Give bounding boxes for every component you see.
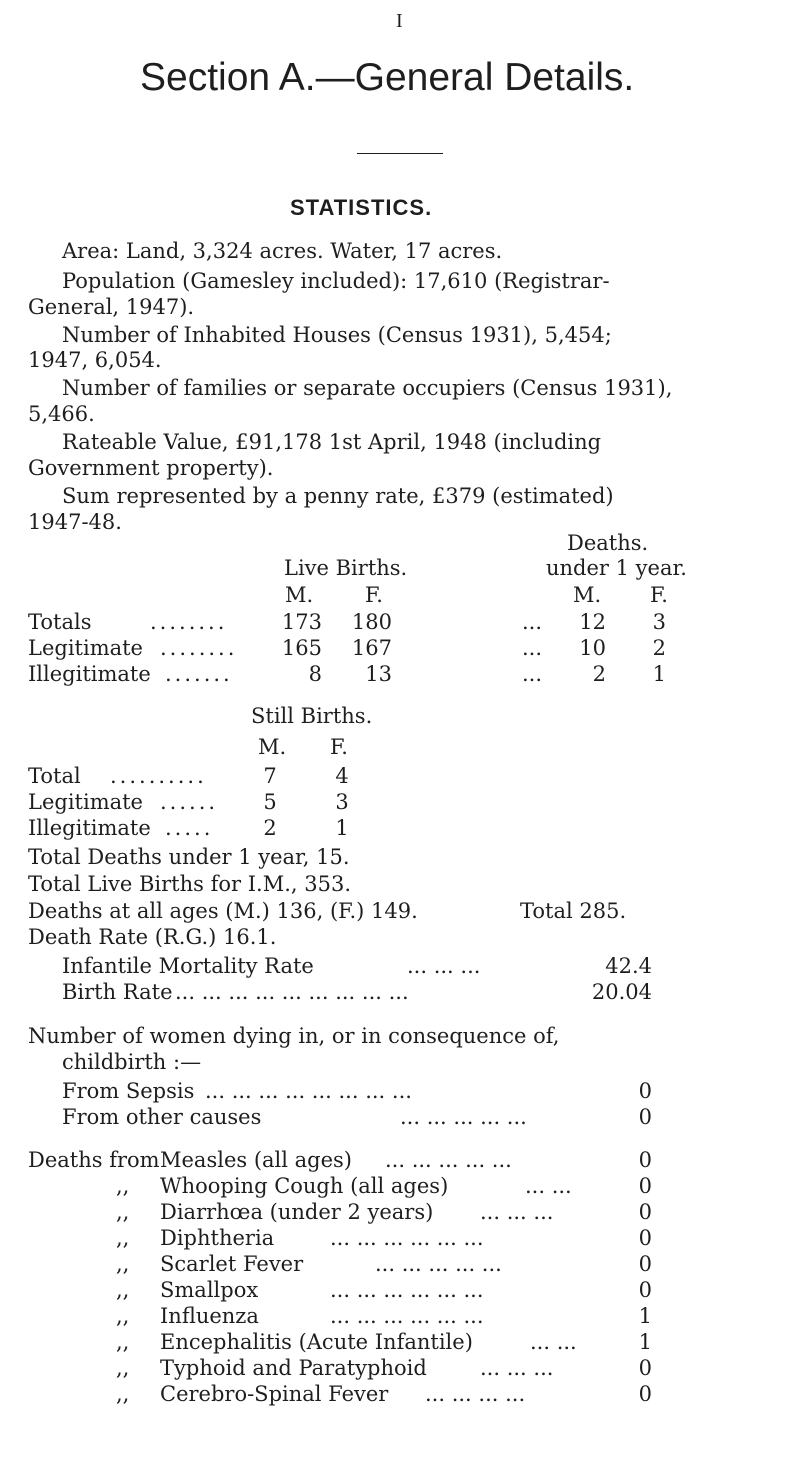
deaths-label-cerebro-spinal: Cerebro-Spinal Fever	[160, 1382, 389, 1406]
legitimate-live-f: 167	[351, 636, 392, 660]
childbirth-value-sepsis: 0	[638, 1079, 652, 1103]
still-col-f: F.	[330, 735, 348, 759]
leader-dots: ... ... ... ... ...	[385, 1148, 512, 1172]
rate-label-infantile: Infantile Mortality Rate	[62, 954, 314, 978]
totals-death-f: 3	[652, 610, 666, 634]
leader-dots: ... ... ... ... ... ...	[330, 1226, 484, 1250]
childbirth-label-other: From other causes	[62, 1105, 262, 1129]
deaths-value-influenza: 1	[638, 1304, 652, 1328]
illegitimate-death-f: 1	[652, 662, 666, 686]
still-legitimate-f: 3	[335, 790, 349, 814]
deaths-from-prefix: Deaths from	[28, 1148, 160, 1172]
legitimate-death-f: 2	[652, 636, 666, 660]
leader-dots: .....	[165, 816, 214, 840]
deaths-value-cerebro-spinal: 0	[638, 1382, 652, 1406]
still-births-heading: Still Births.	[251, 704, 373, 728]
rateable-line-1: Rateable Value, £91,178 1st April, 1948 (including	[62, 430, 602, 454]
leader-dots: ...	[522, 662, 543, 686]
leader-dots: ... ... ... ... ... ...	[330, 1278, 484, 1302]
row-label-totals: Totals	[28, 610, 92, 634]
col-death-f: F.	[650, 583, 668, 607]
deaths-value-measles: 0	[638, 1148, 652, 1172]
leader-dots: ...	[522, 636, 543, 660]
ditto-mark: ,,	[116, 1226, 130, 1250]
leader-dots: ... ... ... ... ...	[375, 1252, 502, 1276]
page-title: Section A.—General Details.	[140, 56, 635, 99]
ditto-mark: ,,	[116, 1252, 130, 1276]
childbirth-label-sepsis: From Sepsis	[62, 1079, 195, 1103]
deaths-heading: Deaths.	[567, 531, 649, 555]
totals-live-m: 173	[281, 610, 322, 634]
still-total-m: 7	[263, 764, 277, 788]
houses-line-2: 1947, 6,054.	[28, 348, 162, 372]
leader-dots: ..........	[110, 764, 207, 788]
ditto-mark: ,,	[116, 1174, 130, 1198]
deaths-label-influenza: Influenza	[160, 1304, 259, 1328]
deaths-label-smallpox: Smallpox	[160, 1278, 259, 1302]
ditto-mark: ,,	[116, 1200, 130, 1224]
legitimate-death-m: 10	[579, 636, 606, 660]
leader-dots: ...	[522, 610, 543, 634]
leader-dots: ... ... ...	[480, 1356, 554, 1380]
still-row-label-legitimate: Legitimate	[28, 790, 143, 814]
deaths-under-1-heading: under 1 year.	[546, 556, 687, 580]
still-row-label-total: Total	[28, 764, 81, 788]
leader-dots: ... ... ...	[407, 954, 481, 978]
penny-line-2: 1947-48.	[28, 510, 122, 534]
col-live-m: M.	[285, 583, 314, 607]
illegitimate-death-m: 2	[592, 662, 606, 686]
leader-dots: ......	[160, 790, 219, 814]
leader-dots: .......	[165, 662, 233, 686]
deaths-label-scarlet-fever: Scarlet Fever	[160, 1252, 304, 1276]
leader-dots: ... ...	[530, 1330, 577, 1354]
deaths-value-smallpox: 0	[638, 1278, 652, 1302]
totals-death-m: 12	[579, 610, 606, 634]
row-label-legitimate: Legitimate	[28, 636, 143, 660]
summary-deaths-all-ages: Deaths at all ages (M.) 136, (F.) 149.	[28, 899, 418, 923]
still-illegitimate-m: 2	[263, 816, 277, 840]
deaths-value-encephalitis: 1	[638, 1330, 652, 1354]
deaths-label-diphtheria: Diphtheria	[160, 1226, 275, 1250]
deaths-value-diarrhoea: 0	[638, 1200, 652, 1224]
leader-dots: ........	[150, 610, 228, 634]
leader-dots: ... ... ... ... ... ...	[330, 1304, 484, 1328]
deaths-value-scarlet-fever: 0	[638, 1252, 652, 1276]
deaths-label-measles: Measles (all ages)	[160, 1148, 353, 1172]
families-line-2: 5,466.	[28, 402, 95, 426]
col-live-f: F.	[365, 583, 383, 607]
leader-dots: ... ... ...	[480, 1200, 554, 1224]
childbirth-intro-1: Number of women dying in, or in consequence of,	[28, 1024, 560, 1048]
deaths-label-encephalitis: Encephalitis (Acute Infantile)	[160, 1330, 473, 1354]
deaths-label-whooping-cough: Whooping Cough (all ages)	[160, 1174, 449, 1198]
deaths-value-whooping-cough: 0	[638, 1174, 652, 1198]
deaths-label-typhoid: Typhoid and Paratyphoid	[160, 1356, 427, 1380]
illegitimate-live-m: 8	[308, 662, 322, 686]
families-line-1: Number of families or separate occupiers (Census 1931),	[62, 376, 673, 400]
deaths-value-diphtheria: 0	[638, 1226, 652, 1250]
still-illegitimate-f: 1	[335, 816, 349, 840]
row-label-illegitimate: Illegitimate	[28, 662, 151, 686]
leader-dots: ........	[160, 636, 238, 660]
rateable-line-2: Government property).	[28, 456, 274, 480]
illegitimate-live-f: 13	[365, 662, 392, 686]
ditto-mark: ,,	[116, 1330, 130, 1354]
leader-dots: ... ... ... ... ...	[400, 1105, 527, 1129]
summary-live-births-im: Total Live Births for I.M., 353.	[28, 872, 351, 896]
still-legitimate-m: 5	[263, 790, 277, 814]
population-line-1: Population (Gamesley included): 17,610 (Registrar-	[62, 269, 610, 293]
summary-deaths-under-1: Total Deaths under 1 year, 15.	[28, 845, 350, 869]
penny-line-1: Sum represented by a penny rate, £379 (estimated)	[62, 484, 614, 508]
still-row-label-illegitimate: Illegitimate	[28, 816, 151, 840]
deaths-label-diarrhoea: Diarrhœa (under 2 years)	[160, 1200, 434, 1224]
leader-dots: ... ...	[525, 1174, 572, 1198]
legitimate-live-m: 165	[281, 636, 322, 660]
ditto-mark: ,,	[116, 1356, 130, 1380]
area-line: Area: Land, 3,324 acres. Water, 17 acres.	[62, 239, 503, 263]
title-rule	[357, 153, 443, 154]
population-line-2: General, 1947).	[28, 295, 195, 319]
section-subtitle: STATISTICS.	[290, 195, 433, 220]
leader-dots: ... ... ... ... ... ... ... ...	[205, 1079, 412, 1103]
live-births-heading: Live Births.	[284, 556, 408, 580]
rate-label-birth: Birth Rate	[62, 980, 173, 1004]
ditto-mark: ,,	[116, 1382, 130, 1406]
ditto-mark: ,,	[116, 1304, 130, 1328]
still-col-m: M.	[258, 735, 287, 759]
col-death-m: M.	[573, 583, 602, 607]
childbirth-value-other: 0	[638, 1105, 652, 1129]
houses-line-1: Number of Inhabited Houses (Census 1931), 5,454;	[62, 323, 612, 347]
leader-dots: ... ... ... ...	[425, 1382, 526, 1406]
still-total-f: 4	[335, 764, 349, 788]
rate-value-birth: 20.04	[591, 980, 652, 1004]
summary-deaths-total: Total 285.	[520, 899, 627, 923]
summary-death-rate: Death Rate (R.G.) 16.1.	[28, 925, 277, 949]
childbirth-intro-2: childbirth :—	[62, 1050, 202, 1074]
ditto-mark: ,,	[116, 1278, 130, 1302]
rate-value-infantile: 42.4	[605, 954, 652, 978]
deaths-value-typhoid: 0	[638, 1356, 652, 1380]
totals-live-f: 180	[351, 610, 392, 634]
leader-dots: ... ... ... ... ... ... ... ... ...	[175, 980, 409, 1004]
page-number: I	[396, 10, 403, 32]
